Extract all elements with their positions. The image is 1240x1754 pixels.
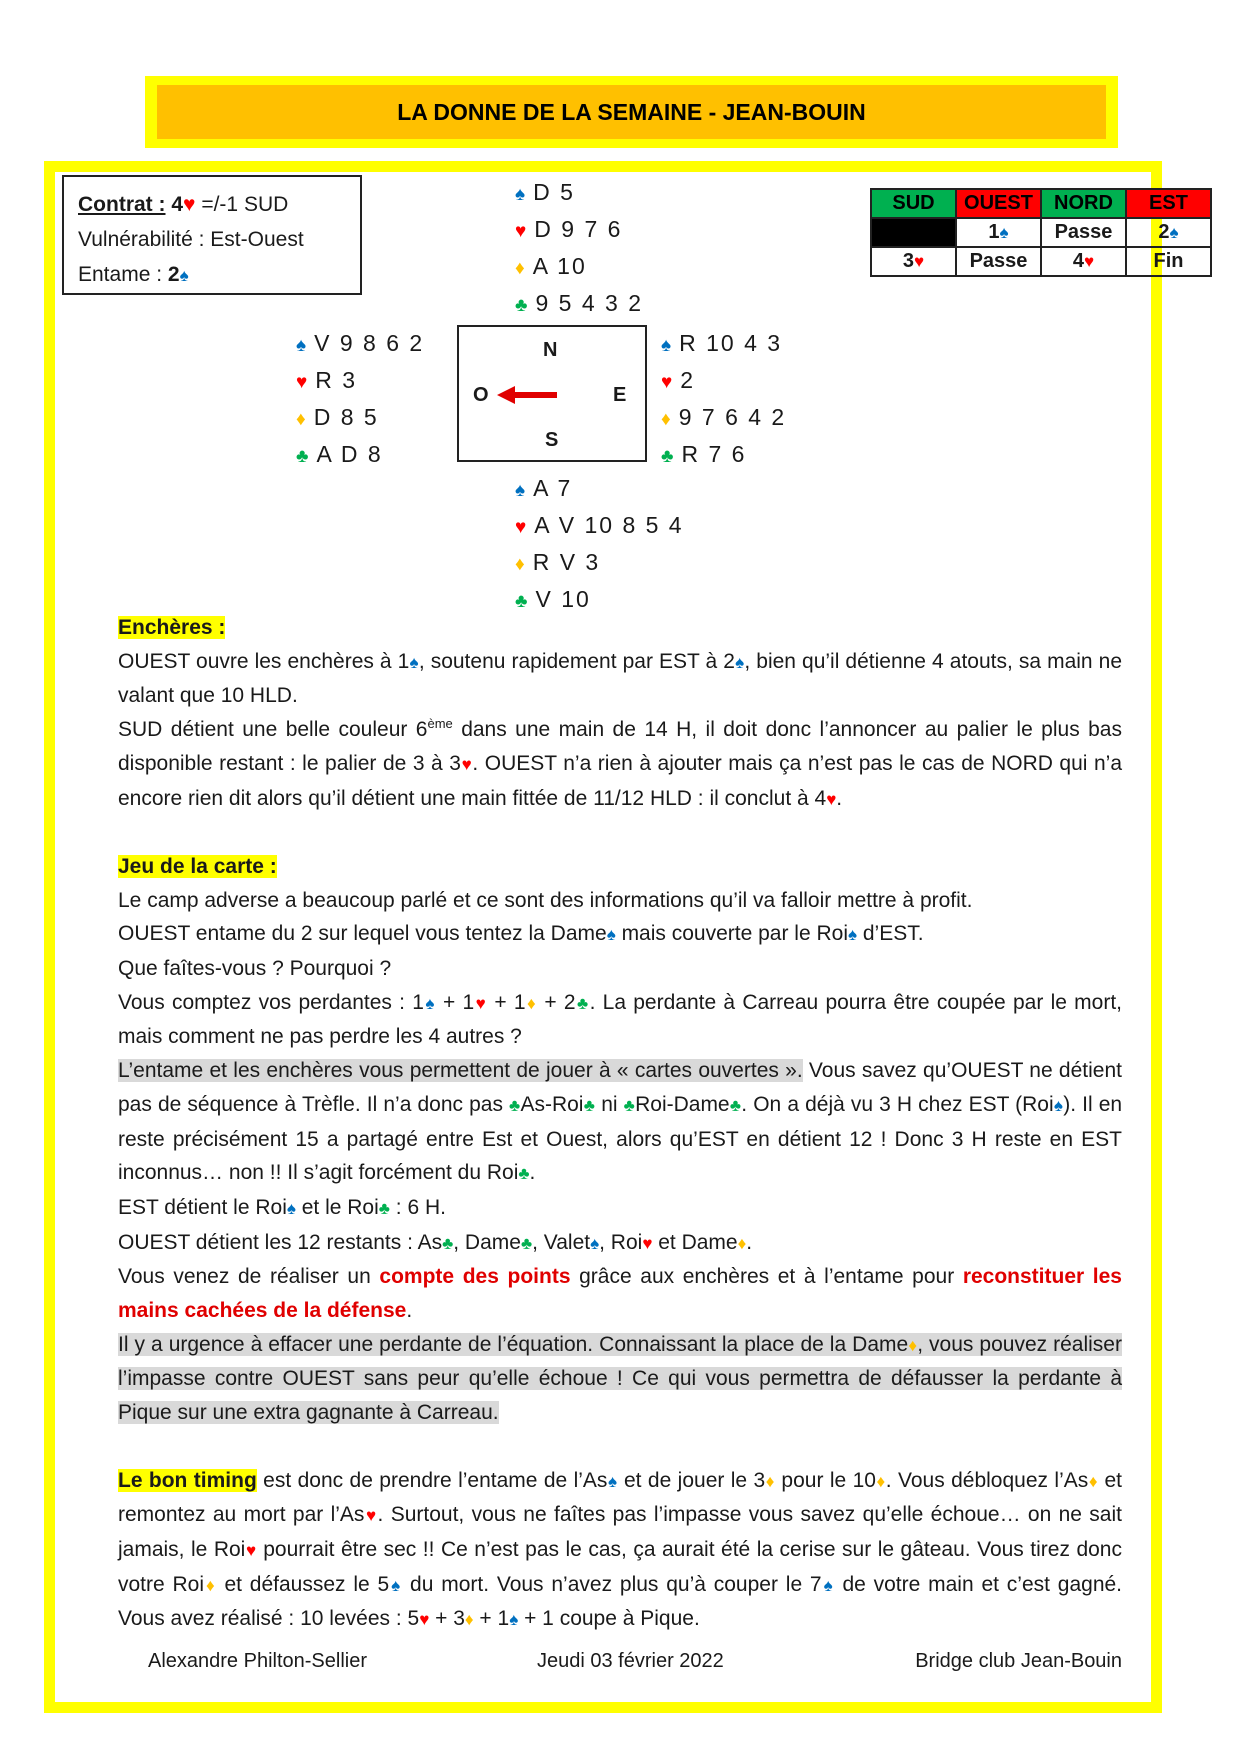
south-hearts: A V 10 8 5 4 <box>534 512 684 538</box>
paragraph: Le camp adverse a beaucoup parlé et ce sont des informations qu’il va falloir mettre à profit. <box>118 888 973 912</box>
heart-icon: ♥ <box>1084 252 1095 271</box>
paragraph: L’entame et les enchères vous permettent de jouer à « cartes ouvertes ». Vous savez qu’OUEST ne détient pas de séquence à Trèfle. Il n’a donc pas ♣As-Roi♣ ni ♣Roi-Dame♣. On a déjà vu 3 H chez EST (Roi♠). Il en reste précisément 15 a partagé entre Est et Ouest, alors qu’EST en détient 12 ! Donc 3 H reste en EST inconnus… non !! Il s’agit forcément du Roi♣. <box>118 1059 1123 1185</box>
bid-cell: 1♠ <box>956 218 1041 247</box>
arrow-left-icon <box>497 385 559 405</box>
header-nord: NORD <box>1041 189 1126 218</box>
compass-box <box>457 325 647 462</box>
south-spades: A 7 <box>533 475 573 501</box>
heart-icon: ♥ <box>296 372 308 393</box>
bidding-table <box>870 188 1212 277</box>
hand-west <box>296 325 424 473</box>
paragraph: EST détient le Roi♠ et le Roi♣ : 6 H. <box>118 1195 446 1219</box>
east-hearts: 2 <box>680 367 696 393</box>
south-diamonds: R V 3 <box>532 549 601 575</box>
contract-label: Contrat : <box>78 193 166 216</box>
west-clubs: A D 8 <box>316 441 383 467</box>
section-heading: Jeu de la carte : <box>118 854 277 878</box>
club-icon: ♣ <box>661 446 674 467</box>
bid-cell-empty <box>871 218 956 247</box>
header-sud: SUD <box>871 189 956 218</box>
title-banner <box>145 76 1118 148</box>
spade-icon: ♠ <box>179 266 189 285</box>
compass-north: N <box>543 339 558 361</box>
lead-label: Entame : <box>78 263 168 286</box>
east-clubs: R 7 6 <box>681 441 747 467</box>
paragraph: Vous venez de réaliser un compte des points grâce aux enchères et à l’entame pour reconstituer les mains cachées de la défense. <box>118 1265 1122 1323</box>
club-icon: ♣ <box>515 591 528 612</box>
vulnerability: Vulnérabilité : Est-Ouest <box>78 228 304 251</box>
article-body <box>118 611 1122 1637</box>
bidding-row <box>871 218 1211 247</box>
diamond-icon: ♦ <box>515 554 525 575</box>
paragraph: OUEST ouvre les enchères à 1♠, soutenu rapidement par EST à 2♠, bien qu’il détienne 4 atouts, sa main ne valant que 10 HLD. <box>118 649 1123 708</box>
compass-west: O <box>473 384 489 406</box>
heart-icon: ♥ <box>661 372 673 393</box>
north-diamonds: A 10 <box>532 253 587 279</box>
paragraph: Vous comptez vos perdantes : 1♠ + 1♥ + 1♦ + 2♣. La perdante à Carreau pourra être coupée par le mort, mais comment ne pas perdre les 4 autres ? <box>118 990 1123 1049</box>
spade-icon: ♠ <box>296 335 307 356</box>
west-hearts: R 3 <box>315 367 358 393</box>
contract-result: =/-1 SUD <box>195 193 289 216</box>
paragraph: OUEST détient les 12 restants : As♣, Dame♣, Valet♠, Roi♥ et Dame♦. <box>118 1230 753 1254</box>
hand-east <box>661 325 786 473</box>
bidding-header-row <box>871 189 1211 218</box>
bid-cell: 3♥ <box>871 247 956 276</box>
spade-icon: ♠ <box>1169 223 1179 242</box>
club-icon: ♣ <box>296 446 309 467</box>
heart-icon: ♥ <box>515 517 527 538</box>
paragraph: OUEST entame du 2 sur lequel vous tentez la Dame♠ mais couverte par le Roi♠ d’EST. <box>118 922 924 946</box>
south-clubs: V 10 <box>535 586 591 612</box>
bid-cell: 2♠ <box>1126 218 1211 247</box>
hand-south <box>515 470 684 618</box>
paragraph: Le bon timing est donc de prendre l’entame de l’As♠ et de jouer le 3♦ pour le 10♦. Vous débloquez l’As♦ et remontez au mort par l’As♥. Surtout, vous ne faîtes pas l’impasse vous savez qu’elle échoue… on ne sait jamais, le Roi♥ pourrait être sec !! Ce n’est pas le cas, ça aurait été la cerise sur le gâteau. Vous tirez donc votre Roi♦ et défaussez le 5♠ du mort. Vous n’avez plus qu’à couper le 7♠ de votre main et c’est gagné. Vous avez réalisé : 10 levées : 5♥ + 3♦ + 1♠ + 1 coupe à Pique. <box>118 1468 1123 1631</box>
east-spades: R 10 4 3 <box>679 330 783 356</box>
paragraph: SUD détient une belle couleur 6ème dans une main de 14 H, il doit donc l’annoncer au palier le plus bas disponible restant : le palier de 3 à 3♥. OUEST n’a rien à ajouter mais ça n’est pas le cas de NORD qui n’a encore rien dit alors qu’il détient une main fittée de 11/12 HLD : il conclut à 4♥. <box>118 716 1123 810</box>
club-icon: ♣ <box>515 295 528 316</box>
bid-cell: 4♥ <box>1041 247 1126 276</box>
north-clubs: 9 5 4 3 2 <box>535 290 643 316</box>
header-ouest: OUEST <box>956 189 1041 218</box>
bid-cell: Passe <box>1041 218 1126 247</box>
north-spades: D 5 <box>533 179 575 205</box>
diamond-icon: ♦ <box>515 258 525 279</box>
footer-author: Alexandre Philton-Sellier <box>148 1650 368 1672</box>
footer-club: Bridge club Jean-Bouin <box>915 1650 1122 1672</box>
section-heading: Enchères : <box>118 616 226 639</box>
page-title: LA DONNE DE LA SEMAINE - JEAN-BOUIN <box>157 85 1106 139</box>
heart-icon: ♥ <box>183 193 196 216</box>
bidding-row <box>871 247 1211 276</box>
bid-cell: Fin <box>1126 247 1211 276</box>
lead-card: 2 <box>167 263 180 286</box>
paragraph: Il y a urgence à effacer une perdante de l’équation. Connaissant la place de la Dame♦, vous pouvez réaliser l’impasse contre OUEST sans peur qu’elle échoue ! Ce qui vous permettra de défausser la perdante à Pique sur une extra gagnante à Carreau. <box>118 1332 1122 1425</box>
paragraph: Que faîtes-vous ? Pourquoi ? <box>118 957 392 981</box>
diamond-icon: ♦ <box>661 409 671 430</box>
west-spades: V 9 8 6 2 <box>314 330 425 356</box>
section-heading: Le bon timing <box>118 1468 257 1492</box>
contract-box <box>62 175 362 295</box>
contract-line <box>78 187 346 222</box>
lead-line <box>78 257 346 293</box>
spade-icon: ♠ <box>515 480 526 501</box>
diamond-icon: ♦ <box>296 409 306 430</box>
footer-date: Jeudi 03 février 2022 <box>537 1650 724 1672</box>
compass-south: S <box>545 429 559 451</box>
spade-icon: ♠ <box>661 335 672 356</box>
spade-icon: ♠ <box>515 184 526 205</box>
heart-icon: ♥ <box>515 221 527 242</box>
hand-north <box>515 174 643 322</box>
east-diamonds: 9 7 6 4 2 <box>678 404 787 430</box>
heart-icon: ♥ <box>914 252 925 271</box>
spade-icon: ♠ <box>999 223 1009 242</box>
header-est: EST <box>1126 189 1211 218</box>
bid-cell: Passe <box>956 247 1041 276</box>
compass-east: E <box>613 384 627 406</box>
contract-level: 4 <box>171 193 184 216</box>
north-hearts: D 9 7 6 <box>534 216 623 242</box>
west-diamonds: D 8 5 <box>313 404 379 430</box>
